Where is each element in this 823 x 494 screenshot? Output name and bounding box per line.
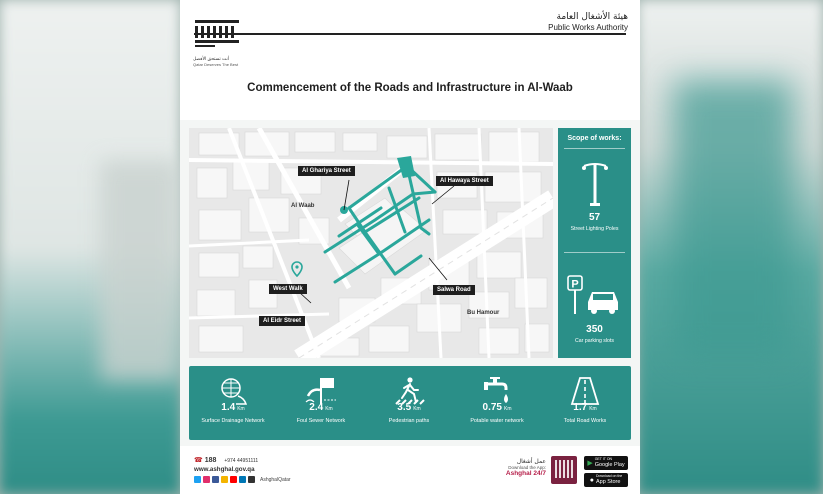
stat-value: 1.7 bbox=[573, 402, 588, 413]
label-al-waab: Al Waab bbox=[291, 203, 315, 209]
authority-name-en: Public Works Authority bbox=[548, 23, 628, 32]
stat-label: Pedestrian paths bbox=[388, 418, 430, 424]
logo-caption-ar: أنت تستحق الأفضل bbox=[193, 56, 229, 61]
phone-icon: ☎ bbox=[194, 457, 203, 464]
label-al-ghariya-street: Al Ghariya Street bbox=[298, 166, 355, 176]
twitter-icon[interactable] bbox=[194, 476, 201, 483]
label-al-eidr-street: Al Eidr Street bbox=[259, 316, 305, 326]
stat-unit: Km bbox=[503, 406, 512, 412]
qatar-deserves-best-logo bbox=[193, 18, 243, 66]
snapchat-icon[interactable] bbox=[221, 476, 228, 483]
stat-unit: Km bbox=[589, 406, 597, 412]
scope-divider bbox=[564, 148, 625, 149]
scope-divider bbox=[564, 252, 625, 253]
google-play-button[interactable] bbox=[584, 456, 628, 470]
scope-header: Scope of works: bbox=[567, 135, 622, 142]
flickr-icon[interactable] bbox=[248, 476, 255, 483]
phone-number: +974 44951111 bbox=[224, 458, 259, 464]
website-link[interactable]: www.ashghal.gov.qa bbox=[194, 466, 255, 473]
social-handle: AshghalQatar bbox=[260, 476, 291, 483]
stat-value: 1.4 bbox=[221, 402, 236, 413]
street-light-icon bbox=[580, 160, 610, 208]
download-text: Download the App: bbox=[508, 465, 546, 470]
stat-label: Surface Drainage Network bbox=[201, 418, 265, 424]
infographic-poster bbox=[180, 0, 640, 494]
stat-label: Potable water network bbox=[470, 418, 524, 424]
stat-value: 2.4 bbox=[309, 402, 324, 413]
app-name: Ashghal 24/7 bbox=[505, 470, 546, 477]
google-play-icon: ▶ bbox=[587, 460, 593, 467]
app-name-ar: عمل أشغال bbox=[516, 458, 546, 465]
app-promo bbox=[490, 458, 546, 477]
social-links bbox=[194, 476, 291, 483]
label-salwa-road: Salwa Road bbox=[433, 285, 475, 295]
apple-icon: ● bbox=[589, 476, 594, 484]
header-divider bbox=[194, 33, 626, 35]
linkedin-icon[interactable] bbox=[239, 476, 246, 483]
parking-label: Car parking slots bbox=[575, 338, 614, 344]
stat-drainage bbox=[189, 366, 277, 440]
stat-road bbox=[541, 366, 629, 440]
stat-pedestrian bbox=[365, 366, 453, 440]
parking-icon bbox=[566, 274, 624, 316]
stat-sewer bbox=[277, 366, 365, 440]
google-play-label: Google Play bbox=[594, 461, 625, 468]
app-store-label: App Store bbox=[595, 478, 621, 485]
label-bu-hamour: Bu Hamour bbox=[467, 310, 500, 316]
qr-code-icon[interactable] bbox=[551, 456, 577, 484]
instagram-icon[interactable] bbox=[203, 476, 210, 483]
project-map bbox=[189, 128, 553, 358]
stat-label: Total Road Works bbox=[563, 418, 607, 424]
parking-value: 350 bbox=[586, 324, 603, 335]
scope-of-works-panel bbox=[558, 128, 631, 358]
stat-unit: Km bbox=[325, 406, 333, 412]
stats-bar bbox=[189, 366, 631, 440]
street-lighting-value: 57 bbox=[588, 212, 601, 223]
contact-info bbox=[194, 456, 291, 483]
stat-unit: Km bbox=[413, 406, 421, 412]
svg-text:P: P bbox=[571, 278, 579, 291]
youtube-icon[interactable] bbox=[230, 476, 237, 483]
label-al-hawaya-street: Al Hawaya Street bbox=[436, 176, 493, 186]
poster-header bbox=[180, 0, 640, 120]
app-store-small: Download on the bbox=[595, 474, 623, 479]
stat-label: Foul Sewer Network bbox=[296, 418, 346, 424]
label-west-walk: West Walk bbox=[269, 284, 307, 294]
street-lighting-label: Street Lighting Poles bbox=[570, 226, 619, 232]
app-store-button[interactable] bbox=[584, 473, 628, 487]
facebook-icon[interactable] bbox=[212, 476, 219, 483]
stat-value: 3.5 bbox=[397, 402, 412, 413]
poster-footer bbox=[180, 446, 640, 494]
stat-value: 0.75 bbox=[482, 402, 502, 413]
hotline-number: 188 bbox=[204, 457, 217, 464]
stat-water bbox=[453, 366, 541, 440]
page-title: Commencement of the Roads and Infrastructure in Al-Waab bbox=[247, 82, 573, 94]
ashghal-logo bbox=[548, 12, 628, 32]
google-play-small: GET IT ON bbox=[594, 457, 613, 462]
map-canvas bbox=[189, 128, 553, 358]
logo-caption-en: Qatar Deserves The Best bbox=[193, 62, 239, 67]
authority-name-ar: هيئة الأشغال العامة bbox=[556, 12, 628, 22]
stat-unit: Km bbox=[237, 406, 245, 412]
